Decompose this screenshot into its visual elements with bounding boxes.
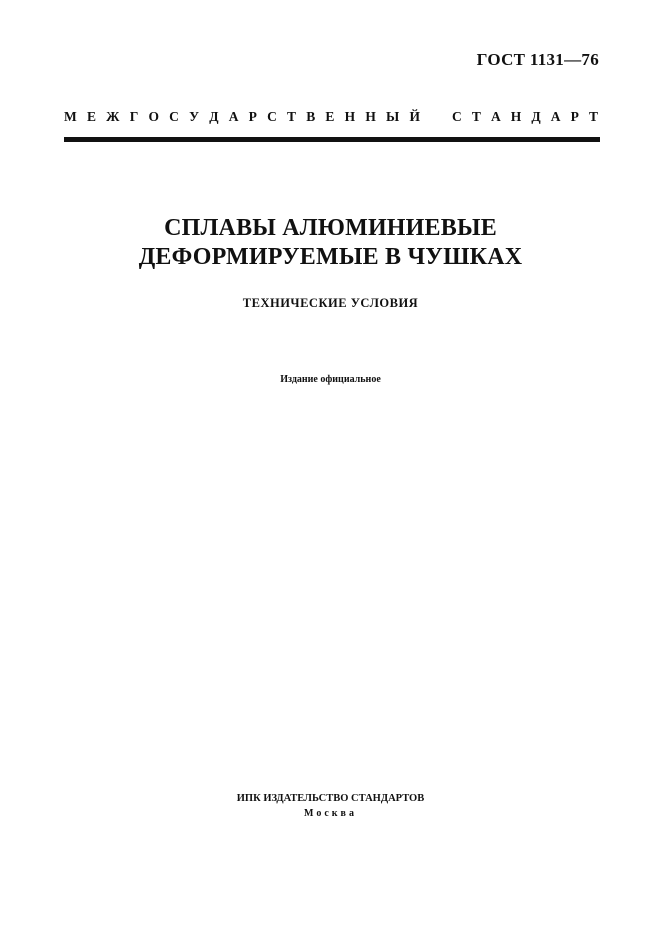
heading-letter: Е xyxy=(325,109,335,124)
heading-letter: С xyxy=(452,109,462,124)
document-title-line-1: СПЛАВЫ АЛЮМИНИЕВЫЕ xyxy=(164,215,497,241)
heading-rule xyxy=(64,137,600,142)
heading-letter: Н xyxy=(344,109,356,124)
document-title xyxy=(0,214,661,272)
standard-type-word-standard xyxy=(452,109,598,125)
document-title-line-2: ДЕФОРМИРУЕМЫЕ В ЧУШКАХ xyxy=(138,244,523,270)
heading-letter: Р xyxy=(570,109,579,124)
heading-letter: У xyxy=(189,109,200,124)
heading-letter: Ж xyxy=(106,109,120,124)
heading-letter: Ы xyxy=(386,109,400,124)
heading-letter: Н xyxy=(365,109,376,124)
document-subtitle: ТЕХНИЧЕСКИЕ УСЛОВИЯ xyxy=(242,296,419,310)
heading-letter: Р xyxy=(248,109,257,124)
heading-letter: М xyxy=(64,109,77,124)
heading-letter: Н xyxy=(510,109,522,124)
heading-letter: Т xyxy=(287,109,297,124)
heading-letter: Г xyxy=(129,109,139,124)
heading-letter: Й xyxy=(409,109,420,124)
heading-letter: А xyxy=(490,109,501,124)
heading-letter: Т xyxy=(588,109,598,124)
heading-letter: А xyxy=(550,109,561,124)
gost-number: ГОСТ 1131—76 xyxy=(476,50,599,69)
heading-letter: Е xyxy=(86,109,96,124)
heading-letter: Т xyxy=(471,109,481,124)
standard-type-heading xyxy=(64,109,598,125)
publisher-city: Москва xyxy=(304,808,357,819)
heading-letter: С xyxy=(267,109,277,124)
heading-letter: О xyxy=(148,109,159,124)
edition-note: Издание официальное xyxy=(280,374,381,385)
publisher-name: ИПК ИЗДАТЕЛЬСТВО СТАНДАРТОВ xyxy=(236,793,425,804)
standard-type-word-interstate xyxy=(64,109,420,125)
heading-letter: С xyxy=(169,109,179,124)
heading-letter: А xyxy=(228,109,239,124)
heading-letter: Д xyxy=(209,109,219,124)
heading-letter: В xyxy=(306,109,316,124)
heading-letter: Д xyxy=(531,109,541,124)
